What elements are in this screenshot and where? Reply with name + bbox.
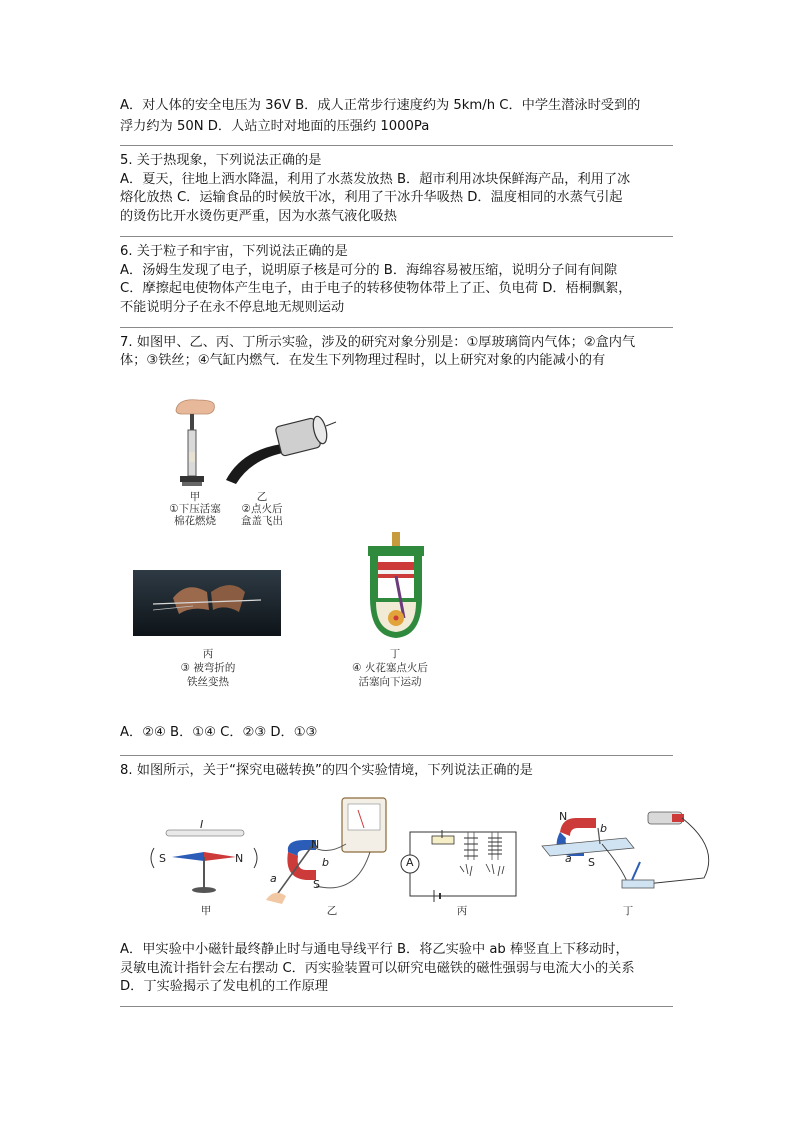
q5-text-line-1: A．夏天，往地上洒水降温，利用了水蒸发放热 B．超市利用冰块保鲜海产品，利用了冰 xyxy=(120,172,631,187)
q7-caption-jia-line-1: ①下压活塞 xyxy=(169,503,221,515)
q6-text-line-3: 不能说明分子在永不停息地无规则运动 xyxy=(120,300,345,315)
q7-caption-bing-line-1: ③ 被弯折的 xyxy=(180,662,236,674)
q7-options: A．②④ B．①④ C．②③ D．①③ xyxy=(120,725,318,740)
q8-text-line-3: D．丁实验揭示了发电机的工作原理 xyxy=(120,979,328,994)
q7-title: 7. 如图甲、乙、丙、丁所示实验，涉及的研究对象分别是：①厚玻璃筒内气体；②盒内气 xyxy=(120,335,636,350)
q7-caption-jia-label: 甲 xyxy=(189,491,201,503)
q7-caption-bing-line-2: 铁丝变热 xyxy=(187,676,229,688)
divider xyxy=(120,327,673,328)
q8-label-N: N xyxy=(235,852,244,865)
q7-figure-yi-box xyxy=(222,410,344,490)
q7-caption-ding-line-1: ④ 火花塞点火后 xyxy=(352,662,428,674)
divider xyxy=(120,755,673,756)
q4-text-line-2: 浮力约为 50N D．人站立时对地面的压强约 1000Pa xyxy=(120,119,430,134)
q7-caption-yi-line-1: ②点火后 xyxy=(241,503,283,515)
q8-text-line-1: A．甲实验中小磁针最终静止时与通电导线平行 B．将乙实验中 ab 棒竖直上下移动时， xyxy=(120,942,629,957)
q8-label-ammeter-A: A xyxy=(406,856,414,869)
divider xyxy=(120,1006,673,1007)
q7-caption-yi-line-2: 盒盖飞出 xyxy=(241,515,283,527)
q8-figure-yi-galvanometer xyxy=(266,796,398,906)
q7-caption-bing-label: 丙 xyxy=(202,648,214,660)
q7-figure-bing-photo xyxy=(133,570,281,636)
q6-text-line-1: A．汤姆生发现了电子，说明原子核是可分的 B．海绵容易被压缩，说明分子间有间隙 xyxy=(120,263,618,278)
q7-caption-ding-label: 丁 xyxy=(389,648,401,660)
q7-text-line-2: 体；③铁丝；④气缸内燃气．在发生下列物理过程时，以上研究对象的内能减小的有 xyxy=(120,353,606,368)
q8-caption-yi: 乙 xyxy=(326,905,338,917)
q8-figure-bing-electromagnets xyxy=(400,826,528,902)
q8-caption-ding: 丁 xyxy=(622,905,634,917)
q5-title: 5. 关于热现象，下列说法正确的是 xyxy=(120,153,322,168)
q8-label-b: b xyxy=(322,856,329,869)
q8-caption-jia: 甲 xyxy=(200,905,212,917)
q6-text-line-2: C．摩擦起电使物体产生电子，由于电子的转移使物体带上了正、负电荷 D．梧桐飘絮， xyxy=(120,281,632,296)
q8-label-N2: N xyxy=(311,838,320,851)
q8-label-N3: N xyxy=(559,810,568,823)
q6-title: 6. 关于粒子和宇宙，下列说法正确的是 xyxy=(120,244,348,259)
q7-caption-ding-line-2: 活塞向下运动 xyxy=(358,676,422,688)
q4-text-line-1: A．对人体的安全电压为 36V B．成人正常步行速度约为 5km/h C．中学生潜泳时受到的 xyxy=(120,98,641,113)
q7-caption-yi-label: 乙 xyxy=(256,491,268,503)
q8-label-S: S xyxy=(159,852,166,865)
divider xyxy=(120,236,673,237)
q8-label-S2: S xyxy=(313,878,320,891)
q8-label-b3: b xyxy=(600,822,607,835)
q8-label-a3: a xyxy=(565,852,572,865)
q7-figure-jia-piston xyxy=(168,392,228,490)
q7-figure-ding-engine xyxy=(360,532,434,644)
q8-title: 8. 如图所示，关于“探究电磁转换”的四个实验情境，下列说法正确的是 xyxy=(120,763,533,778)
divider xyxy=(120,145,673,146)
q8-caption-bing: 丙 xyxy=(456,905,468,917)
q7-caption-jia-line-2: 棉花燃烧 xyxy=(174,515,216,527)
q5-text-line-2: 熔化放热 C．运输食品的时候放干冰，利用了干冰升华吸热 D．温度相同的水蒸气引起 xyxy=(120,190,623,205)
q8-label-a: a xyxy=(270,872,277,885)
q8-label-current-I: I xyxy=(200,818,204,831)
q5-text-line-3: 的烫伤比开水烫伤更严重，因为水蒸气液化吸热 xyxy=(120,209,397,224)
q8-text-line-2: 灵敏电流计指针会左右摆动 C．丙实验装置可以研究电磁铁的磁性强弱与电流大小的关系 xyxy=(120,961,635,976)
q8-label-S3: S xyxy=(588,856,595,869)
